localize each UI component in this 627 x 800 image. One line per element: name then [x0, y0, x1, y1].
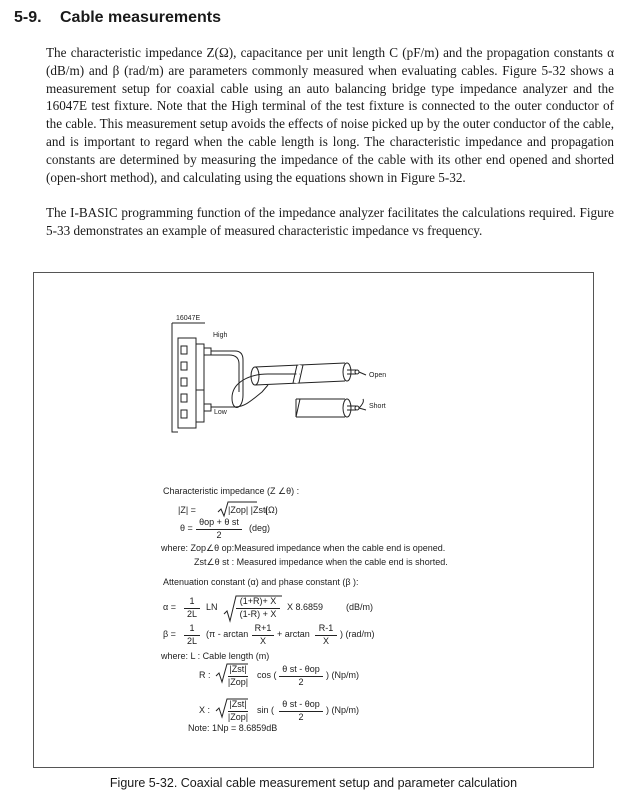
low-terminal-label: Low — [214, 409, 227, 416]
np-note: Note: 1Np = 8.6859dB — [188, 723, 278, 733]
r-f-den: 2 — [298, 677, 304, 687]
r-func: cos ( — [257, 670, 277, 680]
x-f-num: θ st - θop — [282, 699, 320, 709]
open-label: Open — [369, 372, 387, 379]
beta-f2-den: X — [322, 636, 329, 646]
x-f-den: 2 — [298, 712, 304, 722]
where-open-line: where: Zop∠θ op:Measured impedance when the cable end is opened. — [161, 543, 446, 553]
r-den: |Zop| — [227, 677, 249, 687]
alpha-sqrt-num: (1+R)+ X — [239, 596, 277, 606]
where-cable-length: where: L : Cable length (m) — [161, 651, 270, 661]
char-imp-title: Characteristic impedance (Z ∠θ) : — [163, 486, 300, 496]
x-den: |Zop| — [227, 712, 249, 722]
x-unit: ) (Np/m) — [326, 705, 359, 715]
theta-unit: (deg) — [249, 523, 271, 533]
alpha-ln: LN — [206, 602, 218, 612]
x-num: |Zst| — [229, 699, 247, 709]
beta-den: 2L — [186, 636, 197, 646]
x-func: sin ( — [257, 705, 275, 715]
theta-den: 2 — [216, 530, 222, 540]
theta-num: θop + θ st — [199, 517, 239, 527]
r-num: |Zst| — [229, 664, 247, 674]
fixture-label: 16047E — [176, 315, 201, 322]
paragraph-2: The I-BASIC programming function of the impedance analyzer facilitates the calculations required. Figure 5-33 demonstrates an example of measured characteristic impedance vs frequency. — [46, 205, 614, 238]
r-lhs: R : — [199, 670, 211, 680]
z-eq-rhs: |Zop| |Zst| — [228, 505, 268, 515]
paragraph-1: The characteristic impedance Z(Ω), capacitance per unit length C (pF/m) and the propagation constants α (dB/m) and β (rad/m) are parameters commonly measured when evaluating cables. Figure 5-32 shows a measurement setup for coaxial cable using an auto balancing bridge type impedance analyzer and the 16047E test fixture. Note that the High terminal of the test fixture is connected to the outer conductor of the cable. This measurement setup avoids the effects of noise picked up by the outer conductor of the cable, and is important to regard when the cable length is long. The characteristic impedance and propagation constants are determined by measuring the impedance of the cable with its other end opened and shorted (open-short method), and calculating using the equations shown in Figure 5-32. — [46, 45, 614, 185]
beta-arctan-1: (π - arctan — [206, 629, 249, 639]
beta-f1-num: R+1 — [254, 623, 272, 633]
alpha-sqrt-den: (1-R) + X — [239, 609, 277, 619]
alpha-lhs: α = — [163, 602, 176, 612]
atten-title: Attenuation constant (α) and phase constant (β ): — [163, 577, 359, 587]
beta-unit: ) (rad/m) — [340, 629, 375, 639]
alpha-den: 2L — [186, 609, 197, 619]
figure-caption: Figure 5-32. Coaxial cable measurement setup and parameter calculation — [109, 776, 518, 790]
x-lhs: X : — [199, 705, 211, 715]
z-unit: (Ω) — [265, 505, 278, 515]
short-label: Short — [369, 403, 386, 410]
beta-f1-den: X — [259, 636, 266, 646]
high-terminal-label: High — [213, 332, 228, 339]
section-number: 5-9. — [14, 9, 42, 26]
alpha-unit: (dB/m) — [346, 602, 373, 612]
beta-lhs: β = — [163, 629, 176, 639]
where-short-line: Zst∠θ st : Measured impedance when the cable end is shorted. — [194, 557, 448, 567]
alpha-num: 1 — [189, 596, 195, 606]
beta-f2-num: R-1 — [318, 623, 334, 633]
section-title: Cable measurements — [60, 9, 221, 26]
beta-num: 1 — [189, 623, 195, 633]
r-f-num: θ st - θop — [282, 664, 320, 674]
theta-lhs: θ = — [180, 523, 193, 533]
z-eq-lhs: |Z| = — [178, 505, 196, 515]
beta-arctan-2: + arctan — [277, 629, 310, 639]
r-unit: ) (Np/m) — [326, 670, 359, 680]
alpha-multiplier: X 8.6859 — [287, 602, 324, 612]
